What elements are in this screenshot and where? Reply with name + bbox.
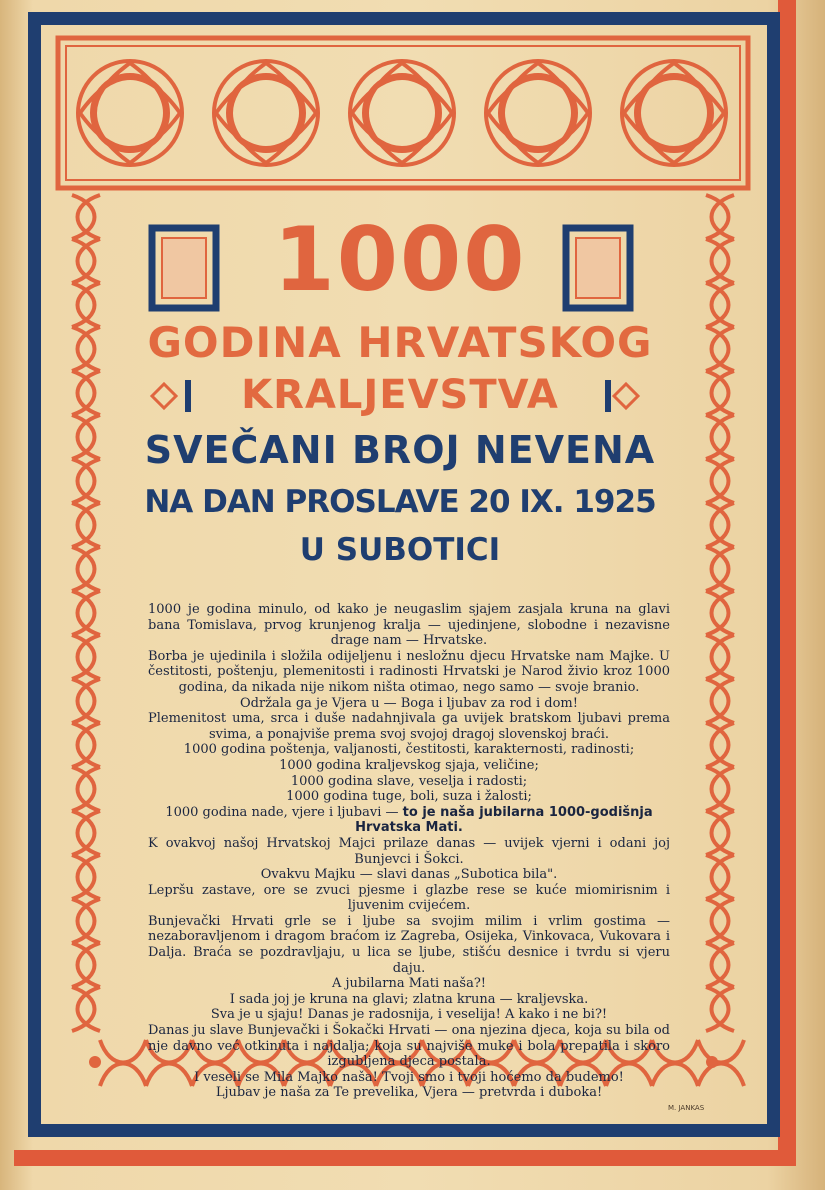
knot-stroke [706, 679, 729, 723]
subtitle-line-3: U SUBOTICI [299, 532, 501, 568]
artist-signature: M. JANKAS [668, 1104, 705, 1112]
knot-stroke [706, 635, 729, 679]
paragraph: A jubilarna Mati naša?! [331, 976, 487, 992]
paragraph: Sva je u sjaju! Danas je radosnija, i veselija! A kako i ne bi?! [210, 1007, 608, 1023]
knot-stroke [712, 723, 735, 767]
paragraph: Danas ju slave Bunjevački i Šokački Hrvati — ona njezina djeca, koja su bila od nje davno već otkinuta i najdalja; koja su najviše muke i bola prepatila i skoro izgubljena djeca postala. [148, 1023, 670, 1070]
paragraph: 1000 godina tuge, boli, suza i žalosti; [286, 789, 532, 805]
knot-stroke [712, 855, 735, 899]
knot-stroke [72, 987, 95, 1031]
knot-stroke [78, 767, 101, 811]
paragraph: Ovakvu Majku — slavi danas „Subotica bila". [260, 867, 558, 883]
knot-stroke [712, 591, 735, 635]
knot-stroke [72, 811, 95, 855]
knot-stroke [78, 679, 101, 723]
knot-stroke [78, 943, 101, 987]
paragraph: Lepršu zastave, ore se zvuci pjesme i glazbe rese se kuće miomirisnim i ljuvenim cvijećem. [148, 882, 670, 914]
knot-stroke [78, 723, 101, 767]
paragraph: 1000 godina kraljevskog sjaja, veličine; [279, 757, 539, 773]
title-number: 1000 [273, 208, 527, 311]
knot-stroke [698, 1064, 744, 1087]
paragraph: Plemenitost uma, srca i duše nadahnjivala ga uvijek bratskom ljubavi prema svima, a ponajviše prema svoj svojoj dragoj slovenskoj braći. [148, 711, 670, 742]
knot-stroke [712, 679, 735, 723]
knot-stroke [100, 1040, 146, 1063]
subtitle-line-1: SVEČANI BROJ NEVENA [144, 428, 656, 472]
knot-stroke [706, 943, 729, 987]
knot-stroke [712, 899, 735, 943]
knot-stroke [72, 591, 95, 635]
paragraph: Održala ga je Vjera u — Boga i ljubav za rod i dom! [240, 695, 578, 711]
knot-stroke [72, 855, 95, 899]
knot-stroke [706, 899, 729, 943]
knot-stroke [72, 899, 95, 943]
emphasis-text: to je naša jubilarna 1000-godišnja Hrvatska Mati. [355, 804, 653, 836]
knot-stroke [78, 899, 101, 943]
title-line-2: KRALJEVSTVA [241, 372, 559, 418]
paragraph: 1000 je godina minulo, od kako je neugaslim sjajem zasjala kruna na glavi bana Tomislava, prvog krunjenog kralja — ujedinjene, slobodne i nezavisne drage nam — Hrvatske. [148, 602, 670, 649]
knot-stroke [706, 855, 729, 899]
paragraph: I sada joj je kruna na glavi; zlatna kruna — kraljevska. [229, 991, 589, 1007]
knot-stroke [712, 943, 735, 987]
paragraph: 1000 godina poštenja, valjanosti, čestitosti, karakternosti, radinosti; [183, 742, 635, 758]
paragraph: K ovakvoj našoj Hrvatskoj Majci prilaze danas — uvijek vjerni i odani joj Bunjevci i Šokci. [148, 835, 670, 867]
knot-stroke [706, 987, 729, 1031]
paragraph: I veseli se Mila Majko naša! Tvoji smo i tvoji hoćemo da budemo! [194, 1069, 624, 1085]
top-knots [78, 61, 726, 165]
article-body [148, 602, 670, 1101]
knot-stroke [78, 855, 101, 899]
knot-stroke [706, 767, 729, 811]
left-dot [89, 1056, 101, 1068]
paragraph: Borba je ujedinila i složila odijeljenu i nesložnu djecu Hrvatske nam Majke. U čestitosti, poštenju, plemenitosti i radinosti Hrvatski je Narod živio kroz 1000 godina, da nikada nije nikom ništa otimao, nego samo — svoje branio. [148, 648, 670, 695]
knot-stroke [706, 811, 729, 855]
paragraph [148, 805, 670, 836]
knot-stroke [712, 635, 735, 679]
knot-stroke [78, 811, 101, 855]
knot-stroke [706, 723, 729, 767]
paragraph: Bunjevački Hrvati grle se i ljube sa svojim milim i vrlim gostima — nezaboravljenom i dragom braćom iz Zagreba, Osijeka, Vinkovaca, Vukovara i Dalja. Braća se pozdravljaju, u lica se ljube, stišću desnice i tvrdu si vjeru daju. [148, 913, 670, 976]
knot-stroke [78, 987, 101, 1031]
paragraph: 1000 godina slave, veselja i radosti; [290, 773, 528, 789]
paragraph-text: 1000 godina nade, vjere i ljubavi — [165, 804, 399, 820]
knot-stroke [72, 635, 95, 679]
subtitle-line-2: NA DAN PROSLAVE 20 IX. 1925 [144, 484, 656, 520]
knot-stroke [72, 767, 95, 811]
right-dot [706, 1056, 718, 1068]
paragraph: Ljubav je naša za Te prevelika, Vjera — pretvrda i duboka! [215, 1085, 603, 1101]
knot-stroke [712, 811, 735, 855]
title-line-1: GODINA HRVATSKOG [147, 318, 653, 367]
knot-stroke [100, 1064, 146, 1087]
knot-stroke [78, 591, 101, 635]
knot-stroke [72, 943, 95, 987]
knot-stroke [72, 679, 95, 723]
knot-stroke [698, 1040, 744, 1063]
knot-stroke [78, 635, 101, 679]
knot-stroke [712, 987, 735, 1031]
knot-stroke [706, 591, 729, 635]
knot-stroke [712, 767, 735, 811]
knot-stroke [72, 723, 95, 767]
